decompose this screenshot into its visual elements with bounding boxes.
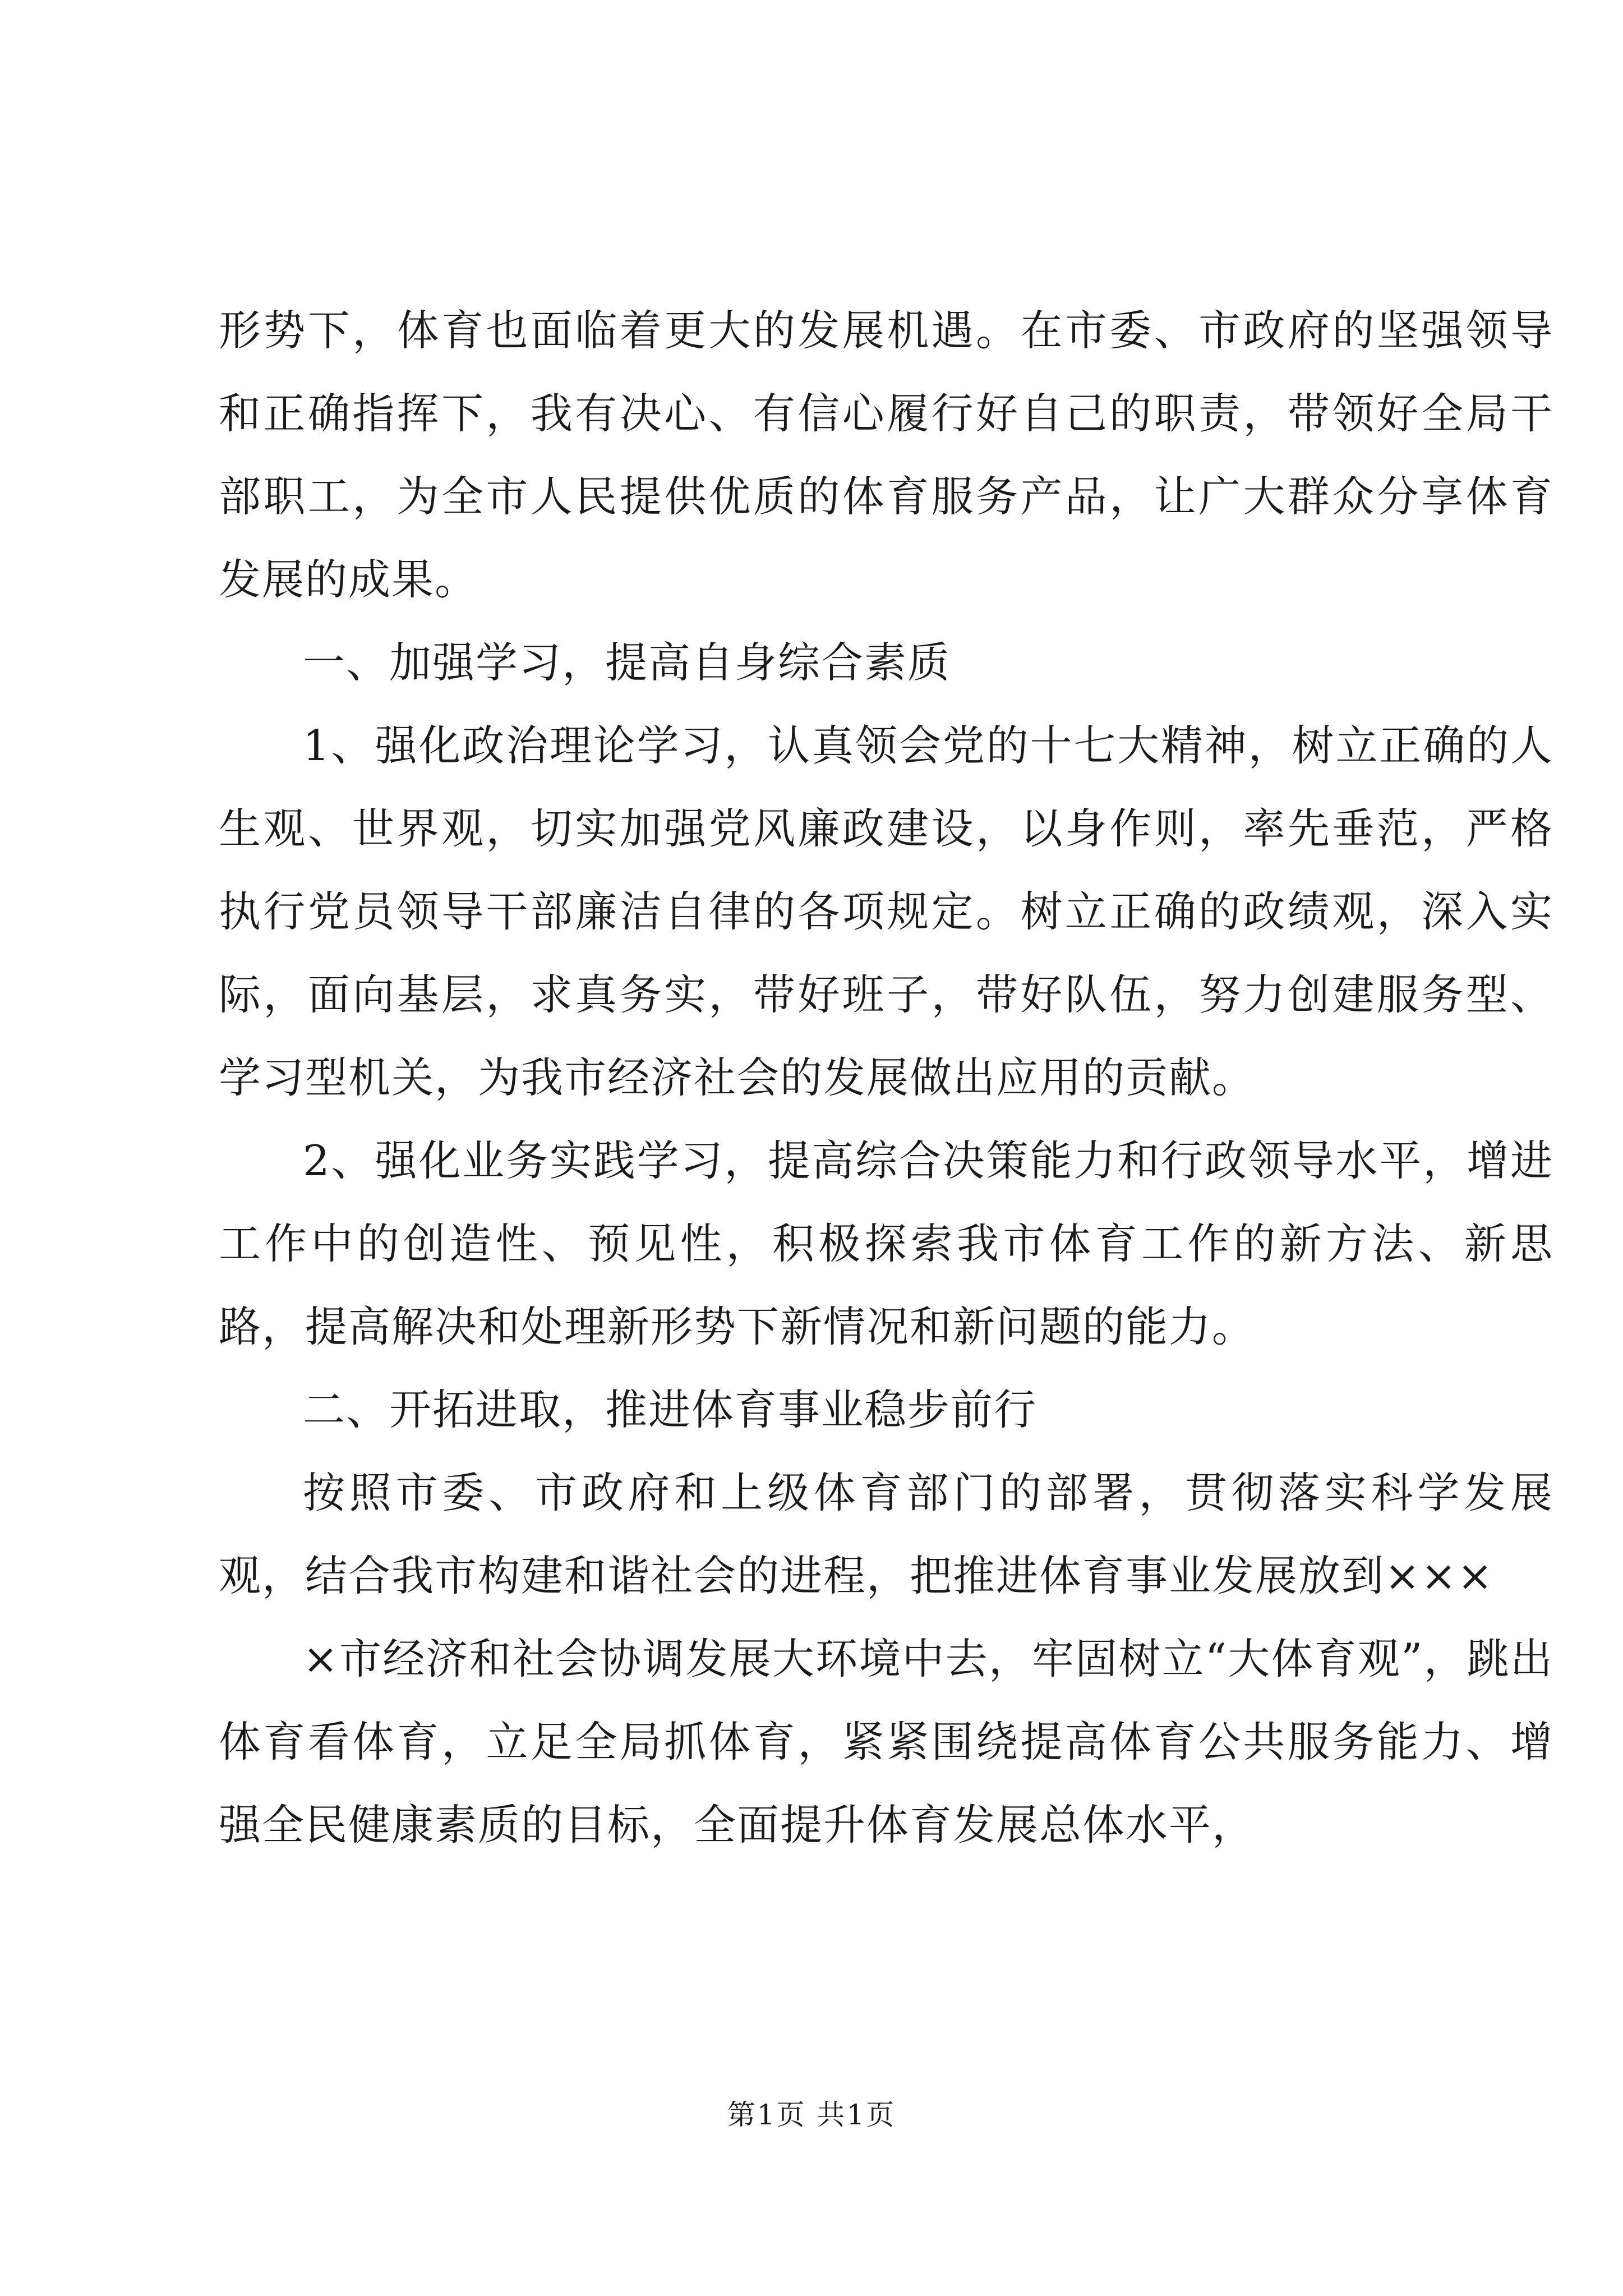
paragraph-continuation: 形势下，体育也面临着更大的发展机遇。在市委、市政府的坚强领导和正确指挥下，我有决心、有信心履行好自己的职责，带领好全局干部职工，为全市人民提供优质的体育服务产品，让广大群众分享体育发展的成果。	[219, 306, 1553, 604]
paragraph-body-2: ×市经济和社会协调发展大环境中去，牢固树立“大体育观”，跳出体育看体育，立足全局抓体育，紧紧围绕提高体育公共服务能力、增强全民健康素质的目标，全面提升体育发展总体水平，	[219, 1634, 1553, 1849]
paragraph-item-1: 1、强化政治理论学习，认真领会党的十七大精神，树立正确的人生观、世界观，切实加强党风廉政建设，以身作则，率先垂范，严格执行党员领导干部廉洁自律的各项规定。树立正确的政绩观，深入实际，面向基层，求真务实，带好班子，带好队伍，努力创建服务型、学习型机关，为我市经济社会的发展做出应用的贡献。	[219, 721, 1553, 1102]
section-heading-2: 二、开拓进取，推进体育事业稳步前行	[303, 1385, 1038, 1434]
page-footer: 第1页 共1页	[727, 2099, 896, 2131]
paragraph-body-1: 按照市委、市政府和上级体育部门的部署，贯彻落实科学发展观，结合我市构建和谐社会的进程，把推进体育事业发展放到×××	[219, 1468, 1553, 1600]
paragraph-item-2: 2、强化业务实践学习，提高综合决策能力和行政领导水平，增进工作中的创造性、预见性，积极探索我市体育工作的新方法、新思路，提高解决和处理新形势下新情况和新问题的能力。	[219, 1136, 1553, 1351]
section-heading-1: 一、加强学习，提高自身综合素质	[303, 638, 951, 687]
document-body	[219, 289, 1553, 1866]
